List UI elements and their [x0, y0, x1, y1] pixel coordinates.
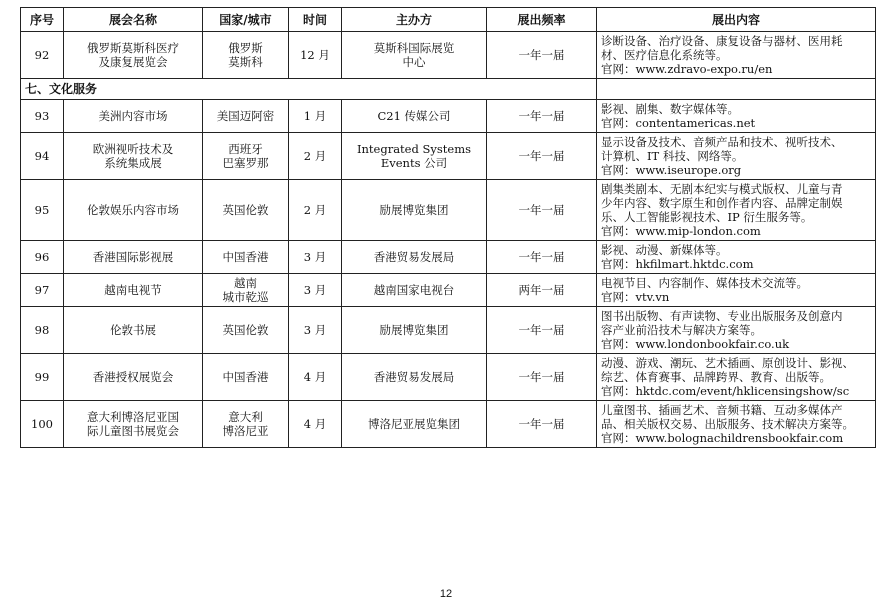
frequency: 一年一届 [487, 180, 597, 241]
header-organizer: 主办方 [342, 8, 487, 32]
exhibition-content [597, 32, 876, 79]
header-time: 时间 [289, 8, 342, 32]
section-body [21, 79, 876, 100]
organizer-line: 香港贸易发展局 [373, 370, 455, 384]
organizer [342, 100, 487, 133]
row-number: 95 [21, 180, 64, 241]
table-row [21, 307, 876, 354]
exhibition-name-line: 越南电视节 [104, 283, 162, 297]
header-place: 国家/城市 [203, 8, 289, 32]
exhibition-name [64, 307, 203, 354]
exhibition-name-line: 系统集成展 [104, 156, 162, 170]
organizer [342, 133, 487, 180]
country-city-line: 美国迈阿密 [216, 109, 275, 123]
exhibition-name [64, 241, 203, 274]
exhibition-content-line: 影视、剧集、数字媒体等。 [601, 102, 739, 116]
section-empty-cell [597, 79, 876, 100]
organizer [342, 32, 487, 79]
organizer-line: C21 传媒公司 [377, 109, 451, 123]
frequency: 一年一届 [487, 241, 597, 274]
exhibition-content-line: 官网：contentamericas.net [601, 116, 756, 130]
exhibition-name-line: 伦敦娱乐内容市场 [87, 203, 179, 217]
table-row [21, 274, 876, 307]
table-row [21, 180, 876, 241]
organizer [342, 307, 487, 354]
frequency: 一年一届 [487, 354, 597, 401]
header-no: 序号 [21, 8, 64, 32]
frequency: 两年一届 [487, 274, 597, 307]
row-number: 92 [21, 32, 64, 79]
exhibition-content-line: 容产业前沿技术与解决方案等。 [601, 323, 762, 337]
exhibition-content-line: 品、相关版权交易、出版服务、技术解决方案等。 [601, 417, 854, 431]
table-row [21, 401, 876, 448]
exhibition-content-line: 少年内容、数字原生和创作者内容、品牌定制娱 [601, 196, 843, 210]
row-number: 94 [21, 133, 64, 180]
exhibition-table [20, 7, 876, 448]
exhibition-time: 4 月 [289, 354, 342, 401]
header-name: 展会名称 [64, 8, 203, 32]
row-number: 99 [21, 354, 64, 401]
exhibition-content-line: 诊断设备、治疗设备、康复设备与器材、医用耗 [601, 34, 843, 48]
country-city-line: 英国伦敦 [222, 203, 269, 217]
exhibition-content [597, 180, 876, 241]
country-city [203, 241, 289, 274]
exhibition-content [597, 307, 876, 354]
section-row [21, 79, 876, 100]
country-city-line: 俄罗斯 [228, 41, 263, 55]
exhibition-name-line: 香港授权展览会 [92, 370, 174, 384]
exhibition-content-line: 官网：www.bolognachildrensbookfair.com [601, 431, 844, 445]
table-row [21, 32, 876, 79]
exhibition-content-line: 电视节目、内容制作、媒体技术交流等。 [601, 276, 808, 290]
exhibition-name [64, 32, 203, 79]
row-number: 96 [21, 241, 64, 274]
exhibition-content-line: 官网：www.londonbookfair.co.uk [601, 337, 790, 351]
country-city [203, 274, 289, 307]
frequency: 一年一届 [487, 133, 597, 180]
exhibition-content-line: 动漫、游戏、潮玩、艺术插画、原创设计、影视、 [601, 356, 854, 370]
organizer-line: 励展博览集团 [379, 203, 449, 217]
country-city-line: 巴塞罗那 [222, 156, 269, 170]
exhibition-name [64, 354, 203, 401]
exhibition-name [64, 401, 203, 448]
organizer-line: 香港贸易发展局 [373, 250, 455, 264]
exhibition-name-line: 及康复展览会 [98, 55, 168, 69]
exhibition-time: 3 月 [289, 241, 342, 274]
country-city-line: 城市乾巡 [222, 290, 269, 304]
organizer-line: Integrated Systems [356, 142, 472, 156]
exhibition-content-line: 官网：www.zdravo-expo.ru/en [601, 62, 773, 76]
table-header-row [21, 8, 876, 32]
exhibition-time: 2 月 [289, 180, 342, 241]
table-body-before [21, 32, 876, 79]
country-city-line: 博洛尼亚 [222, 424, 269, 438]
row-number: 98 [21, 307, 64, 354]
exhibition-time: 2 月 [289, 133, 342, 180]
country-city [203, 307, 289, 354]
organizer [342, 241, 487, 274]
table-row [21, 100, 876, 133]
table-row [21, 133, 876, 180]
country-city [203, 180, 289, 241]
exhibition-content-line: 图书出版物、有声读物、专业出版服务及创意内 [601, 309, 843, 323]
exhibition-content-line: 官网：hktdc.com/event/hklicensingshow/sc [601, 384, 850, 398]
organizer [342, 401, 487, 448]
exhibition-content-line: 显示设备及技术、音频产品和技术、视听技术、 [601, 135, 843, 149]
frequency: 一年一届 [487, 401, 597, 448]
country-city [203, 133, 289, 180]
country-city [203, 32, 289, 79]
exhibition-name-line: 俄罗斯莫斯科医疗 [87, 41, 179, 55]
exhibition-time: 12 月 [289, 32, 342, 79]
page-number: 12 [439, 588, 453, 600]
organizer-line: Events 公司 [380, 156, 448, 170]
exhibition-name [64, 133, 203, 180]
country-city-line: 中国香港 [222, 250, 269, 264]
exhibition-name [64, 100, 203, 133]
organizer [342, 180, 487, 241]
section-title: 七、文化服务 [21, 79, 597, 100]
exhibition-name-line: 际儿童图书展览会 [87, 424, 179, 438]
country-city-line: 意大利 [228, 410, 263, 424]
organizer-line: 励展博览集团 [379, 323, 449, 337]
exhibition-content-line: 官网：vtv.vn [601, 290, 670, 304]
exhibition-content-line: 乐、人工智能影视技术、IP 衍生服务等。 [601, 210, 813, 224]
exhibition-content [597, 241, 876, 274]
exhibition-content [597, 133, 876, 180]
organizer-line: 博洛尼亚展览集团 [368, 417, 460, 431]
exhibition-content-line: 综艺、体育赛事、品牌跨界、教育、出版等。 [601, 370, 831, 384]
exhibition-content-line: 剧集类剧本、无剧本纪实与模式版权、儿童与青 [601, 182, 843, 196]
country-city-line: 西班牙 [228, 142, 263, 156]
exhibition-content [597, 401, 876, 448]
frequency: 一年一届 [487, 307, 597, 354]
exhibition-time: 3 月 [289, 274, 342, 307]
frequency: 一年一届 [487, 100, 597, 133]
exhibition-name [64, 180, 203, 241]
exhibition-content-line: 官网：www.iseurope.org [601, 163, 742, 177]
exhibition-name [64, 274, 203, 307]
exhibition-time: 1 月 [289, 100, 342, 133]
exhibition-name-line: 美洲内容市场 [98, 109, 168, 123]
exhibition-content [597, 354, 876, 401]
exhibition-content-line: 官网：hkfilmart.hktdc.com [601, 257, 754, 271]
country-city [203, 354, 289, 401]
exhibition-name-line: 意大利博洛尼亚国 [87, 410, 179, 424]
row-number: 100 [21, 401, 64, 448]
organizer-line: 莫斯科国际展览 [373, 41, 455, 55]
exhibition-name-line: 伦敦书展 [110, 323, 156, 337]
country-city [203, 401, 289, 448]
exhibition-time: 3 月 [289, 307, 342, 354]
exhibition-content-line: 官网：www.mip-london.com [601, 224, 761, 238]
row-number: 93 [21, 100, 64, 133]
exhibition-content-line: 影视、动漫、新媒体等。 [601, 243, 728, 257]
exhibition-content-line: 材、医疗信息化系统等。 [601, 48, 728, 62]
country-city-line: 越南 [234, 276, 257, 290]
exhibition-content-line: 计算机、IT 科技、网络等。 [601, 149, 744, 163]
organizer [342, 354, 487, 401]
organizer [342, 274, 487, 307]
header-content: 展出内容 [597, 8, 876, 32]
country-city-line: 中国香港 [222, 370, 269, 384]
country-city-line: 英国伦敦 [222, 323, 269, 337]
frequency: 一年一届 [487, 32, 597, 79]
row-number: 97 [21, 274, 64, 307]
exhibition-name-line: 欧洲视听技术及 [92, 142, 174, 156]
country-city-line: 莫斯科 [228, 55, 263, 69]
exhibition-content [597, 100, 876, 133]
table-row [21, 354, 876, 401]
exhibition-content-line: 儿童图书、插画艺术、音频书籍、互动多媒体产 [601, 403, 843, 417]
organizer-line: 中心 [402, 55, 426, 69]
organizer-line: 越南国家电视台 [373, 283, 455, 297]
table-row [21, 241, 876, 274]
exhibition-name-line: 香港国际影视展 [92, 250, 174, 264]
table-body-after [21, 100, 876, 448]
header-frequency: 展出频率 [487, 8, 597, 32]
exhibition-time: 4 月 [289, 401, 342, 448]
country-city [203, 100, 289, 133]
exhibition-content [597, 274, 876, 307]
